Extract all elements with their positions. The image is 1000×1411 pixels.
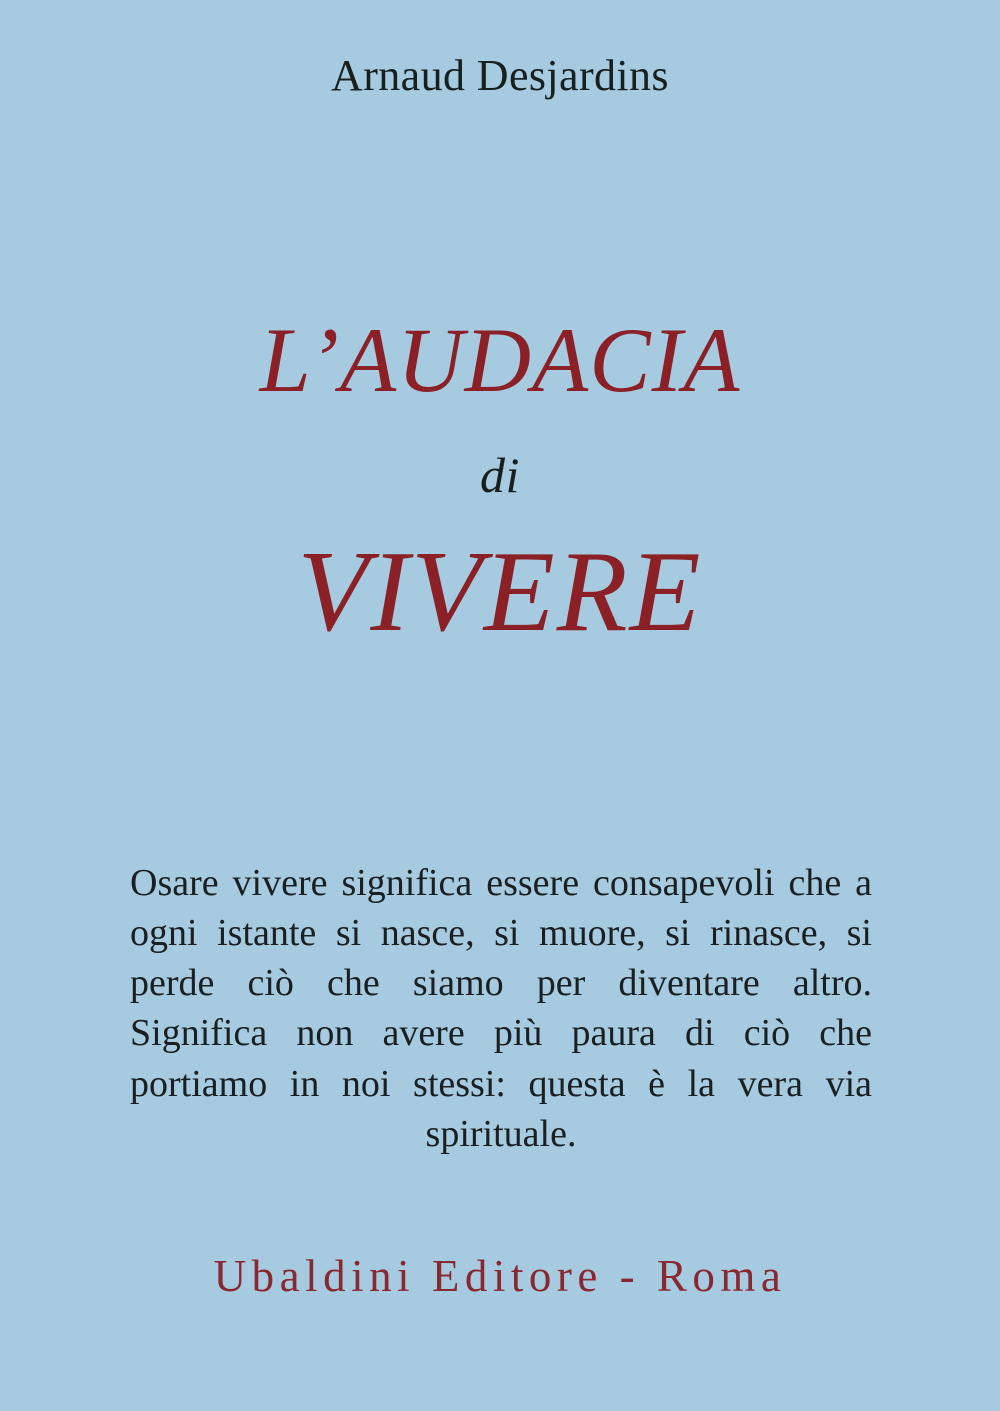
title-line-primary: L’AUDACIA [259, 309, 741, 411]
title-conjunction: di [480, 447, 520, 503]
title-block [0, 309, 1000, 656]
author-name: Arnaud Desjardins [331, 51, 669, 100]
title-line-secondary: VIVERE [297, 528, 703, 656]
publisher-imprint: Ubaldini Editore - Roma [213, 1251, 787, 1301]
cover-blurb: Osare vivere significa essere consapevoli che a ogni istante si nasce, si muore, si rinasce, si perde ciò che siamo per diventare altro. Significa non avere più paura di ciò che portiamo in noi stessi: questa è la vera via spirituale. [130, 862, 872, 1155]
